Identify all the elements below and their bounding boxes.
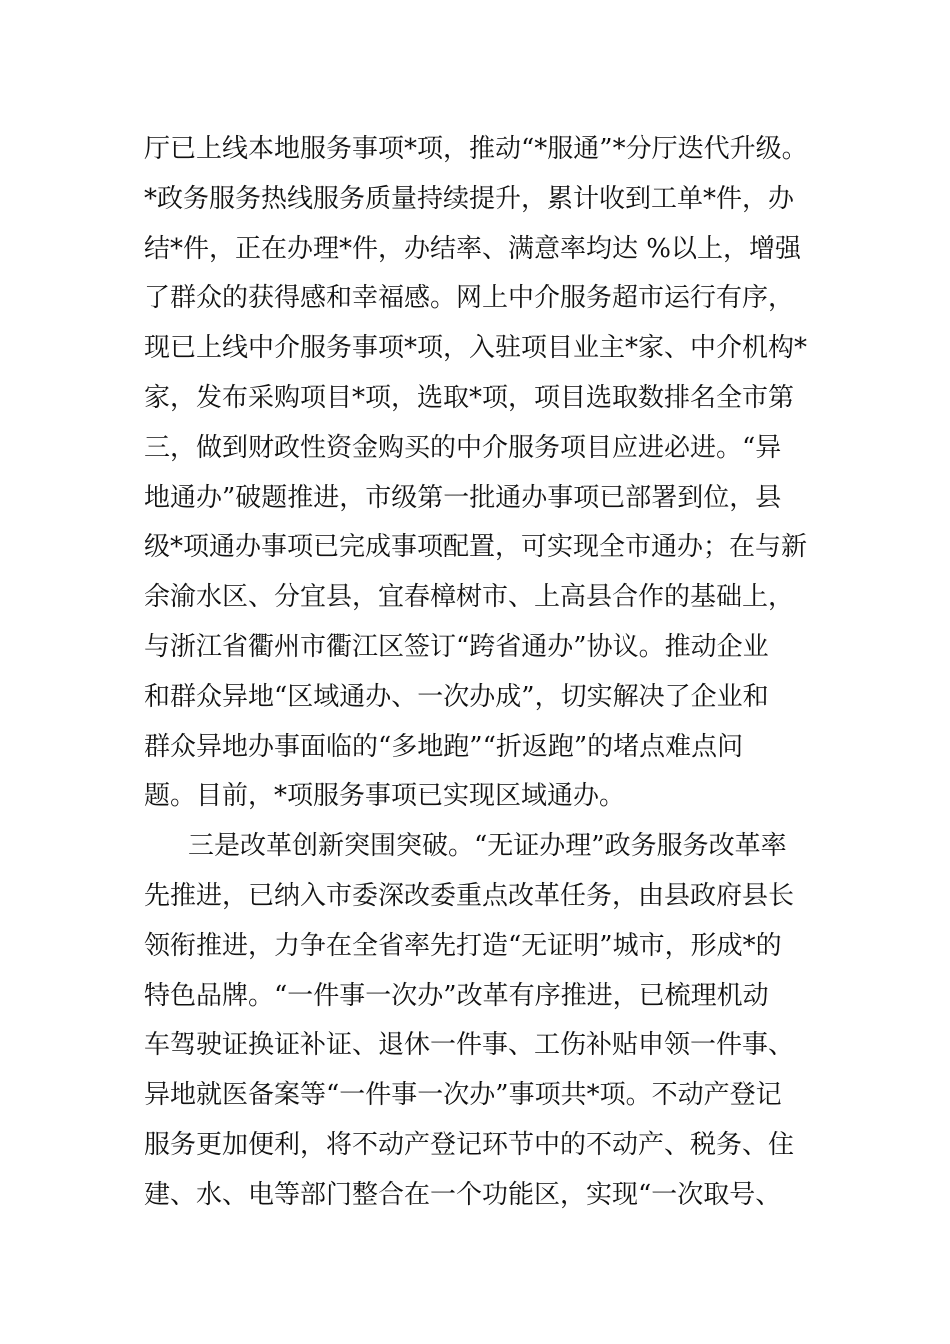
text-line: 现已上线中介服务事项*项，入驻项目业主*家、中介机构*: [144, 333, 808, 364]
text-line: 三，做到财政性资金购买的中介服务项目应进必进。“异: [144, 432, 782, 463]
text-line: 与浙江省衢州市衢江区签订“跨省通办”协议。推动企业: [144, 631, 769, 662]
text-line: 领衔推进，力争在全省率先打造“无证明”城市，形成*的: [144, 930, 782, 961]
text-line: 服务更加便利，将不动产登记环节中的不动产、税务、住: [144, 1129, 795, 1160]
text-line: 厅已上线本地服务事项*项，推动“*服通”*分厅迭代升级。: [144, 134, 808, 164]
body-text: [144, 125, 824, 1221]
text-line: 和群众异地“区域通办、一次办成”，切实解决了企业和: [144, 681, 769, 712]
text-line: 题。目前，*项服务事项已实现区域通办。: [144, 781, 626, 812]
text-line: 群众异地办事面临的“多地跑”“折返跑”的堵点难点问: [144, 731, 744, 762]
text-line: 余渝水区、分宜县，宜春樟树市、上高县合作的基础上，: [144, 582, 795, 613]
text-line: 特色品牌。“一件事一次办”改革有序推进，已梳理机动: [144, 980, 769, 1011]
text-line: 家，发布采购项目*项，选取*项，项目选取数排名全市第: [144, 382, 795, 413]
text-line: 车驾驶证换证补证、退休一件事、工伤补贴申领一件事、: [144, 1030, 795, 1061]
text-line: *政务服务热线服务质量持续提升，累计收到工单*件，办: [144, 183, 795, 214]
text-line: 建、水、电等部门整合在一个功能区，实现“一次取号、: [144, 1179, 782, 1210]
text-line: 先推进，已纳入市委深改委重点改革任务，由县政府县长: [144, 880, 795, 911]
paragraph-start-line: 三是改革创新突围突破。“无证办理”政务服务改革率: [188, 831, 787, 862]
text-line: 结*件，正在办理*件，办结率、满意率均达 %以上，增强: [144, 233, 801, 264]
text-line: 异地就医备案等“一件事一次办”事项共*项。不动产登记: [144, 1080, 782, 1111]
text-line: 级*项通办事项已完成事项配置，可实现全市通办；在与新: [144, 532, 808, 563]
text-line: 地通办”破题推进，市级第一批通办事项已部署到位，县: [144, 482, 782, 513]
text-line: 了群众的获得感和幸福感。网上中介服务超市运行有序，: [144, 283, 795, 314]
